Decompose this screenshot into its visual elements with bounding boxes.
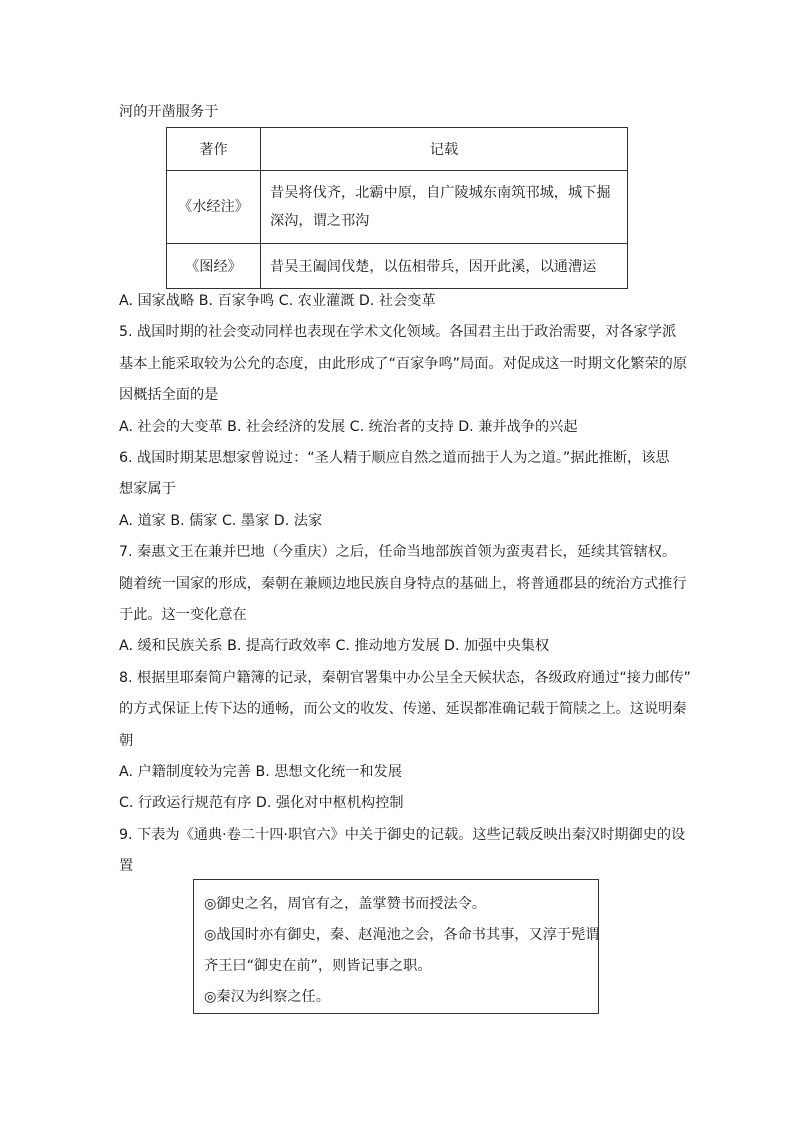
table-cell-record: 昔吴将伐齐，北霸中原，自广陵城东南筑邗城，城下掘深沟，谓之邗沟 bbox=[261, 171, 628, 244]
question-6-options: A. 道家 B. 儒家 C. 墨家 D. 法家 bbox=[119, 513, 323, 529]
question-5-stem: 因概括全面的是 bbox=[119, 387, 219, 403]
table-row bbox=[167, 171, 628, 244]
quotation-box bbox=[193, 879, 599, 1014]
question-8-options: A. 户籍制度较为完善 B. 思想文化统一和发展 bbox=[119, 764, 402, 780]
table-row bbox=[167, 244, 628, 289]
quotation-line: ◎秦汉为纠察之任。 bbox=[204, 989, 330, 1005]
question-8-options: C. 行政运行规范有序 D. 强化对中枢机构控制 bbox=[119, 795, 404, 811]
question-7-options: A. 缓和民族关系 B. 提高行政效率 C. 推动地方发展 D. 加强中央集权 bbox=[119, 638, 550, 654]
question-5-stem: 基本上能采取较为公允的态度，由此形成了“百家争鸣”局面。对促成这一时期文化繁荣的原 bbox=[119, 356, 688, 372]
table-cell-book: 《图经》 bbox=[167, 244, 261, 289]
records-table bbox=[166, 127, 628, 289]
question-6-stem: 6. 战国时期某思想家曾说过：“圣人精于顺应自然之道而拙于人为之道。”据此推断，该思 bbox=[119, 450, 670, 466]
quotation-line: ◎战国时亦有御史，秦、赵渑池之会，各命书其事，又淳于髡谓 bbox=[204, 927, 600, 943]
question-6-stem: 想家属于 bbox=[119, 481, 176, 497]
question-7-stem: 于此。这一变化意在 bbox=[119, 607, 247, 623]
question-7-stem: 随着统一国家的形成，秦朝在兼顾边地民族自身特点的基础上，将普通郡县的统治方式推行 bbox=[119, 576, 687, 592]
quotation-line: ◎御史之名，周官有之，盖掌赞书而授法令。 bbox=[204, 896, 486, 912]
table-header-record: 记载 bbox=[261, 128, 628, 171]
question-8-stem: 的方式保证上传下达的通畅，而公文的收发、传递、延误都准确记载于简牍之上。这说明秦 bbox=[119, 701, 687, 717]
question-8-stem: 8. 根据里耶秦简户籍簿的记录，秦朝官署集中办公呈全天候状态，各级政府通过“接力邮传” bbox=[119, 670, 691, 686]
question-7-stem: 7. 秦惠文王在兼并巴地（今重庆）之后，任命当地部族首领为蛮夷君长，延续其管辖权。 bbox=[119, 544, 677, 560]
question-4-options: A. 国家战略 B. 百家争鸣 C. 农业灌溉 D. 社会变革 bbox=[119, 293, 436, 309]
question-9-stem: 置 bbox=[119, 858, 134, 874]
question-8-stem: 朝 bbox=[119, 733, 134, 749]
quotation-line: 齐王曰“御史在前”，则皆记事之职。 bbox=[204, 958, 432, 974]
question-4-stem-tail: 河的开凿服务于 bbox=[119, 104, 219, 120]
question-5-stem: 5. 战国时期的社会变动同样也表现在学术文化领域。各国君主出于政治需要，对各家学派 bbox=[119, 324, 677, 340]
table-cell-record: 昔吴王阖闾伐楚，以伍相带兵，因开此溪，以通漕运 bbox=[261, 244, 628, 289]
table-cell-book: 《水经注》 bbox=[167, 171, 261, 244]
question-9-stem: 9. 下表为《通典·卷二十四·职官六》中关于御史的记载。这些记载反映出秦汉时期御史的设 bbox=[119, 827, 686, 843]
question-5-options: A. 社会的大变革 B. 社会经济的发展 C. 统治者的支持 D. 兼并战争的兴起 bbox=[119, 419, 578, 435]
table-header-book: 著作 bbox=[167, 128, 261, 171]
